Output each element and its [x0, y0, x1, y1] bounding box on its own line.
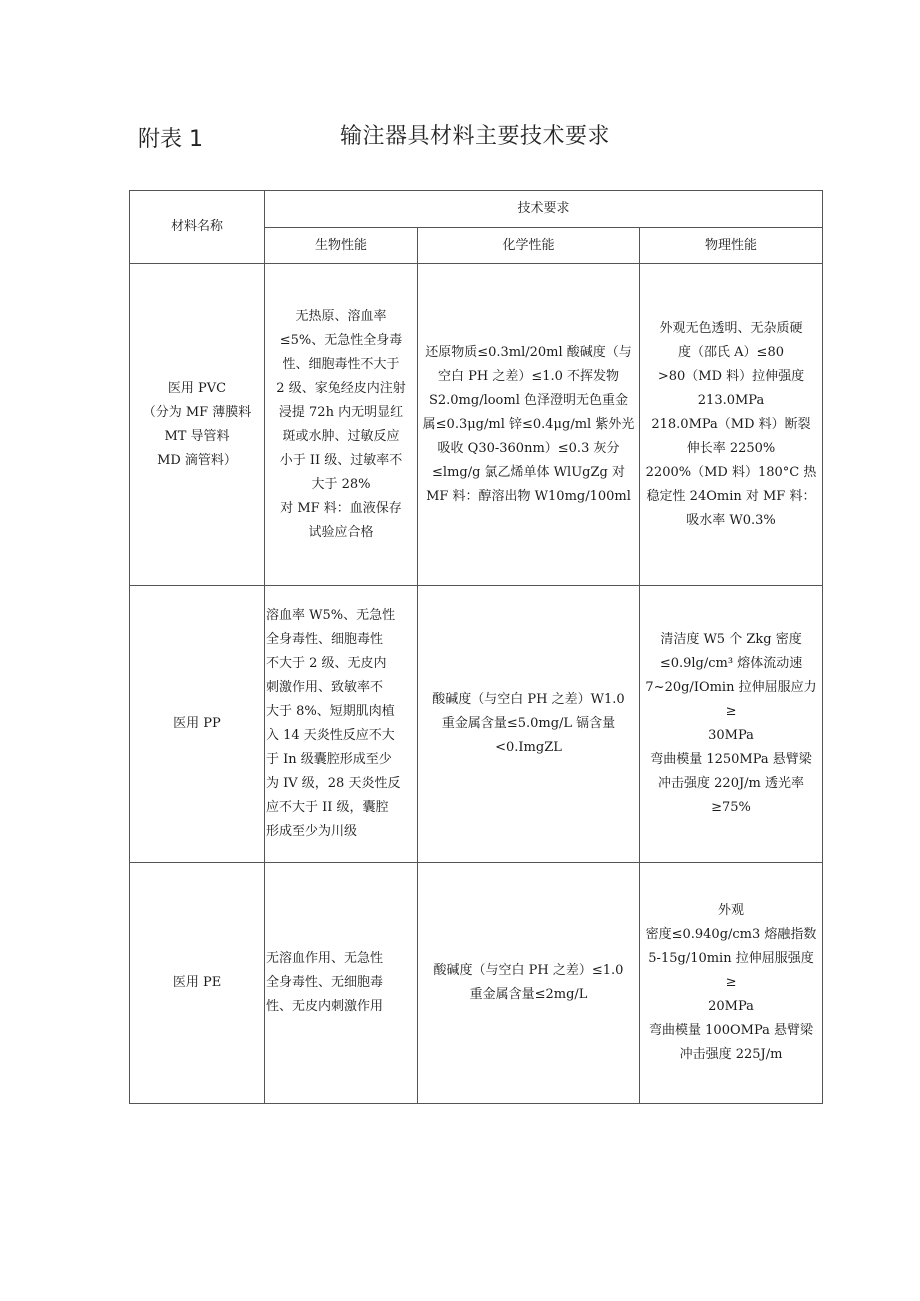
- table-row: [130, 863, 823, 1104]
- biological-cell: [265, 586, 418, 863]
- chemical-cell: [418, 264, 640, 586]
- phys-line: 20MPa: [708, 999, 754, 1014]
- phys-line: 冲击强度 225J/m: [679, 1047, 783, 1062]
- phys-line: 外观无色透明、无杂质硬: [659, 320, 803, 336]
- material-name-line: MT 导管料: [164, 428, 230, 444]
- bio-line: 小于 II 级、过敏率不: [279, 452, 403, 468]
- material-name-cell: [130, 586, 265, 863]
- phys-line: 30MPa: [708, 728, 754, 743]
- bio-line: 无热原、溶血率: [295, 308, 387, 324]
- bio-line: 斑或水肿、过敏反应: [282, 428, 400, 444]
- chem-line: MF 料：醇溶出物 W10mg/100ml: [426, 488, 631, 504]
- phys-line: 2200%（MD 料）180°C 热: [645, 464, 817, 480]
- bio-line: 无溶血作用、无急性: [266, 951, 384, 966]
- phys-line: 外观: [718, 903, 745, 918]
- bio-line: 2 级、家兔经皮内注射: [276, 380, 406, 396]
- phys-line: 弯曲模量 1250MPa 悬臂梁: [650, 752, 812, 767]
- header-biological: 生物性能: [265, 228, 418, 264]
- material-name-line: （分为 MF 薄膜料: [142, 404, 252, 420]
- chem-line: 属≤0.3μg/ml 锌≤0.4μg/ml 紫外光: [422, 416, 635, 432]
- bio-line: 对 MF 料：血液保存: [280, 500, 402, 516]
- chemical-cell: [418, 863, 640, 1104]
- appendix-label: 附表 1: [138, 127, 203, 152]
- bio-line: 入 14 天炎性反应不大: [266, 728, 395, 743]
- chem-line: 吸收 Q30-360nm）≤0.3 灰分: [437, 440, 620, 456]
- chem-line: S2.0mg/looml 色泽澄明无色重金: [428, 392, 629, 408]
- chemical-cell: [418, 586, 640, 863]
- table-row: [130, 586, 823, 863]
- table-row: [130, 264, 823, 586]
- bio-line: 性、细胞毒性不大于: [282, 356, 400, 372]
- header-physical: 物理性能: [640, 228, 823, 264]
- chem-line: 还原物质≤0.3ml/20ml 酸碱度（与: [425, 344, 632, 360]
- phys-line: ≥: [725, 704, 737, 719]
- bio-line: 于 In 级囊腔形成至少: [266, 752, 392, 767]
- phys-line: 清洁度 W5 个 Zkg 密度: [660, 632, 802, 647]
- phys-line: 213.0MPa: [697, 392, 765, 408]
- material-name-line: MD 滴管料）: [157, 452, 237, 468]
- material-name-line: 医用 PE: [172, 975, 222, 990]
- spec-table: [129, 190, 823, 1104]
- header-chemical: 化学性能: [418, 228, 640, 264]
- phys-line: 7~20g/IOmin 拉伸屈服应力: [645, 680, 817, 695]
- bio-line: 大于 8%、短期肌肉植: [266, 704, 395, 719]
- phys-line: 弯曲模量 100OMPa 悬臂梁: [649, 1023, 813, 1038]
- phys-line: 吸水率 W0.3%: [686, 512, 776, 528]
- header-material-name: 材料名称: [130, 191, 265, 264]
- material-name-cell: [130, 264, 265, 586]
- bio-line: 形成至少为川级: [266, 824, 358, 839]
- phys-line: ≤0.9lg/cm³ 熔体流动速: [659, 656, 803, 671]
- bio-line: 应不大于 II 级，囊腔: [266, 800, 389, 815]
- chem-line: 重金属含量≤5.0mg/L 镉含量: [441, 716, 616, 731]
- document-title: 输注器具材料主要技术要求: [340, 124, 611, 149]
- biological-cell: [265, 863, 418, 1104]
- phys-line: 5-15g/10min 拉伸屈服强度: [648, 951, 814, 966]
- biological-cell: [265, 264, 418, 586]
- phys-line: 冲击强度 220J/m 透光率: [658, 776, 805, 791]
- material-name-line: 医用 PP: [173, 716, 221, 731]
- bio-line: 溶血率 W5%、无急性: [266, 608, 396, 623]
- bio-line: 为 IV 级，28 天炎性反: [266, 776, 401, 791]
- chem-line: ≤lmg/g 氯乙烯单体 WlUgZg 对: [432, 464, 625, 480]
- material-name-line: 医用 PVC: [167, 380, 227, 396]
- phys-line: ≥: [725, 975, 737, 990]
- bio-line: 不大于 2 级、无皮内: [266, 656, 387, 671]
- bio-line: 浸提 72h 内无明显红: [278, 404, 404, 420]
- phys-line: ≥75%: [711, 800, 751, 815]
- bio-line: 全身毒性、无细胞毒: [266, 975, 384, 990]
- chem-line: 酸碱度（与空白 PH 之差）W1.0: [432, 692, 625, 707]
- phys-line: >80（MD 料）拉伸强度: [657, 368, 805, 384]
- phys-line: 稳定性 24Omin 对 MF 料：: [646, 488, 816, 504]
- physical-cell: [640, 586, 823, 863]
- bio-line: 大于 28%: [311, 476, 371, 492]
- chem-line: 酸碱度（与空白 PH 之差）≤1.0: [433, 963, 624, 978]
- chem-line: 空白 PH 之差）≤1.0 不挥发物: [437, 368, 620, 384]
- physical-cell: [640, 863, 823, 1104]
- chem-line: <0.ImgZL: [495, 740, 562, 755]
- material-name-cell: [130, 863, 265, 1104]
- phys-line: 伸长率 2250%: [686, 440, 776, 456]
- phys-line: 密度≤0.940g/cm3 熔融指数: [645, 927, 817, 942]
- phys-line: 218.0MPa（MD 料）断裂: [651, 416, 811, 432]
- bio-line: 性、无皮内刺激作用: [266, 999, 384, 1014]
- bio-line: 试验应合格: [308, 524, 374, 540]
- bio-line: 刺激作用、致敏率不: [266, 680, 384, 695]
- bio-line: ≤5%、无急性全身毒: [279, 332, 403, 348]
- physical-cell: [640, 264, 823, 586]
- chem-line: 重金属含量≤2mg/L: [469, 987, 588, 1002]
- phys-line: 度（邵氏 A）≤80: [678, 344, 784, 360]
- header-tech-requirements: 技术要求: [265, 191, 823, 228]
- bio-line: 全身毒性、细胞毒性: [266, 632, 384, 647]
